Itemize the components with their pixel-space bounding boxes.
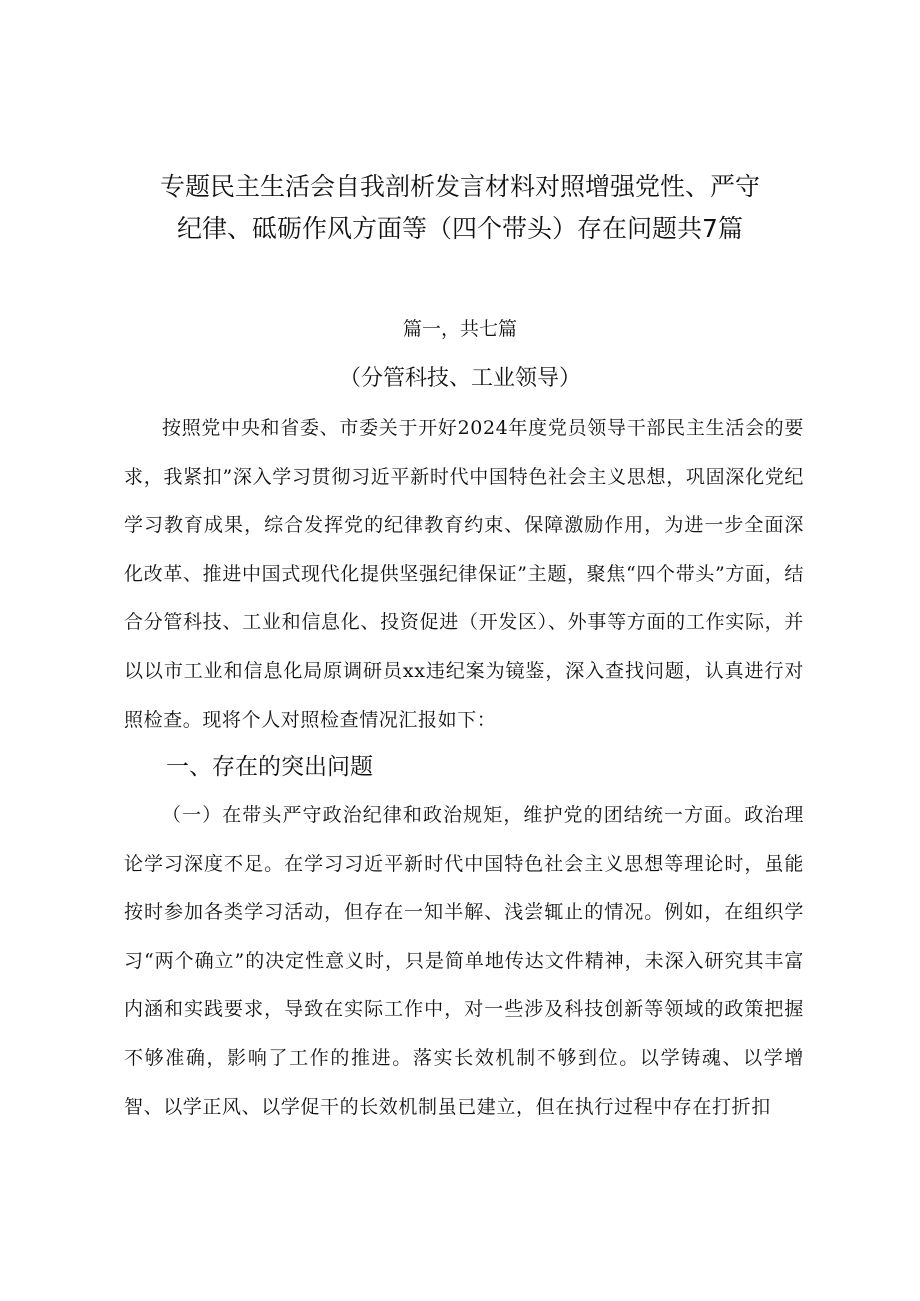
intro-paragraph: 按照党中央和省委、市委关于开好2024年度党员领导干部民主生活会的要求，我紧扣”深入学习贯彻习近平新时代中国特色社会主义思想，巩固深化党纪学习教育成果，综合发挥党的纪律教育约束、保障激励作用，为进一步全面深化改革、推进中国式现代化提供坚强纪律保证”主题，聚焦“四个带头”方面，结合分管科技、工业和信息化、投资促进（开发区）、外事等方面的工作实际，并以以市工业和信息化局原调研员xx违纪案为镜鉴，深入查找问题，认真进行对照检查。现将个人对照检查情况汇报如下：	[124, 417, 804, 731]
document-title	[120, 166, 800, 250]
part-label: 篇一，共七篇	[402, 318, 517, 340]
role-label: （分管科技、工业领导）	[338, 366, 581, 391]
section-paragraph: （一）在带头严守政治纪律和政治规矩，维护党的团结统一方面。政治理论学习深度不足。在学习习近平新时代中国特色社会主义思想等理论时，虽能按时参加各类学习活动，但存在一知半解、浅尝辄止的情况。例如，在组织学习“两个确立”的决定性意义时，只是简单地传达文件精神，未深入研究其丰富内涵和实践要求，导致在实际工作中，对一些涉及科技创新等领域的政策把握不够准确，影响了工作的推进。落实长效机制不够到位。以学铸魂、以学增智、以学正风、以学促干的长效机制虽已建立，但在执行过程中存在打折扣	[124, 804, 804, 1118]
section-heading: 一、存在的突出问题	[166, 754, 373, 780]
title-line-1: 专题民主生活会自我剖析发言材料对照增强党性、严守	[159, 172, 760, 201]
title-line-2: 纪律、砥砺作风方面等（四个带头）存在问题共7篇	[177, 214, 743, 243]
